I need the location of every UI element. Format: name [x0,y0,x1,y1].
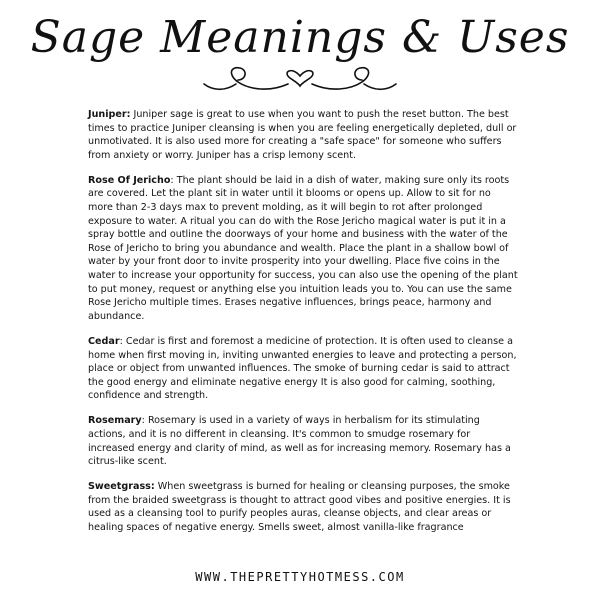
entry-text-sweetgrass: When sweetgrass is burned for healing or cleansing purposes, the smoke from the braided sweetgrass is thought to attract good vibes and positive energies. It is used as a cleansing tool to purify peoples auras, cleanse objects, and clear areas or healing spaces of negative energy. Smells sweet, almost vanilla-like fragrance [88,481,511,534]
entry-rose-of-jericho [88,174,518,324]
entry-text-cedar: : Cedar is first and foremost a medicine of protection. It is often used to cleanse a home when first moving in, inviting unwanted energies to leave and protecting a person, place or object from unwanted influences. The smoke of burning cedar is said to attract the good energy and eliminate negative energy It is also good for calming, soothing, confidence and strength. [88,335,517,402]
entry-title-rose-of-jericho: Rose Of Jericho [88,174,171,186]
entry-text-rose-of-jericho: : The plant should be laid in a dish of water, making sure only its roots are covered. Let the plant sit in water until it blooms or opens up. Allow to sit for no more than 2-3 days max to prevent molding, as it will begin to rot after prolonged exposure to water. A ritual you can do with the Rose Jericho magical water is put it in a spray bottle and outline the doorways of your home and business with the water of the Rose of Jericho to bring you abundance and wealth. Place the plant in a shallow bowl of water by your front door to invite prosperity into your dwelling. Place five coins in the water to increase your opportunity for success, you can also use the opening of the plant to put money, request or anything else you intuition leads you to. You can use the same Rose Jericho multiple times. Erases negative influences, brings peace, harmony and abundance. [88,174,518,322]
website-footer: WWW.THEPRETTYHOTMESS.COM [195,570,405,584]
entry-title-rosemary: Rosemary [88,415,142,427]
entry-text-juniper: Juniper sage is great to use when you want to push the reset button. The best times to practice Juniper cleansing is when you are feeling energetically depleted, dull or unmotivated. It is also used more for creating a "safe space" for someone who suffers from anxiety or worry. Juniper has a crisp lemony scent. [88,109,517,161]
entry-juniper [88,108,518,162]
sage-entries-list [88,108,518,546]
entry-title-juniper: Juniper: [88,109,131,120]
entry-sweetgrass [88,480,518,534]
entry-cedar [88,335,518,403]
page-title: Sage Meanings & Uses [30,12,570,63]
entry-text-rosemary: : Rosemary is used in a variety of ways in herbalism for its stimulating actions, and it is no different in cleansing. It's common to smudge rosemary for increased energy and clarity of mind, as well as for increasing memory. Rosemary has a citrus-like scent. [88,415,511,468]
entry-title-sweetgrass: Sweetgrass: [88,481,155,493]
entry-rosemary [88,414,518,468]
heart-flourish-divider [200,62,400,98]
entry-title-cedar: Cedar [88,335,120,347]
